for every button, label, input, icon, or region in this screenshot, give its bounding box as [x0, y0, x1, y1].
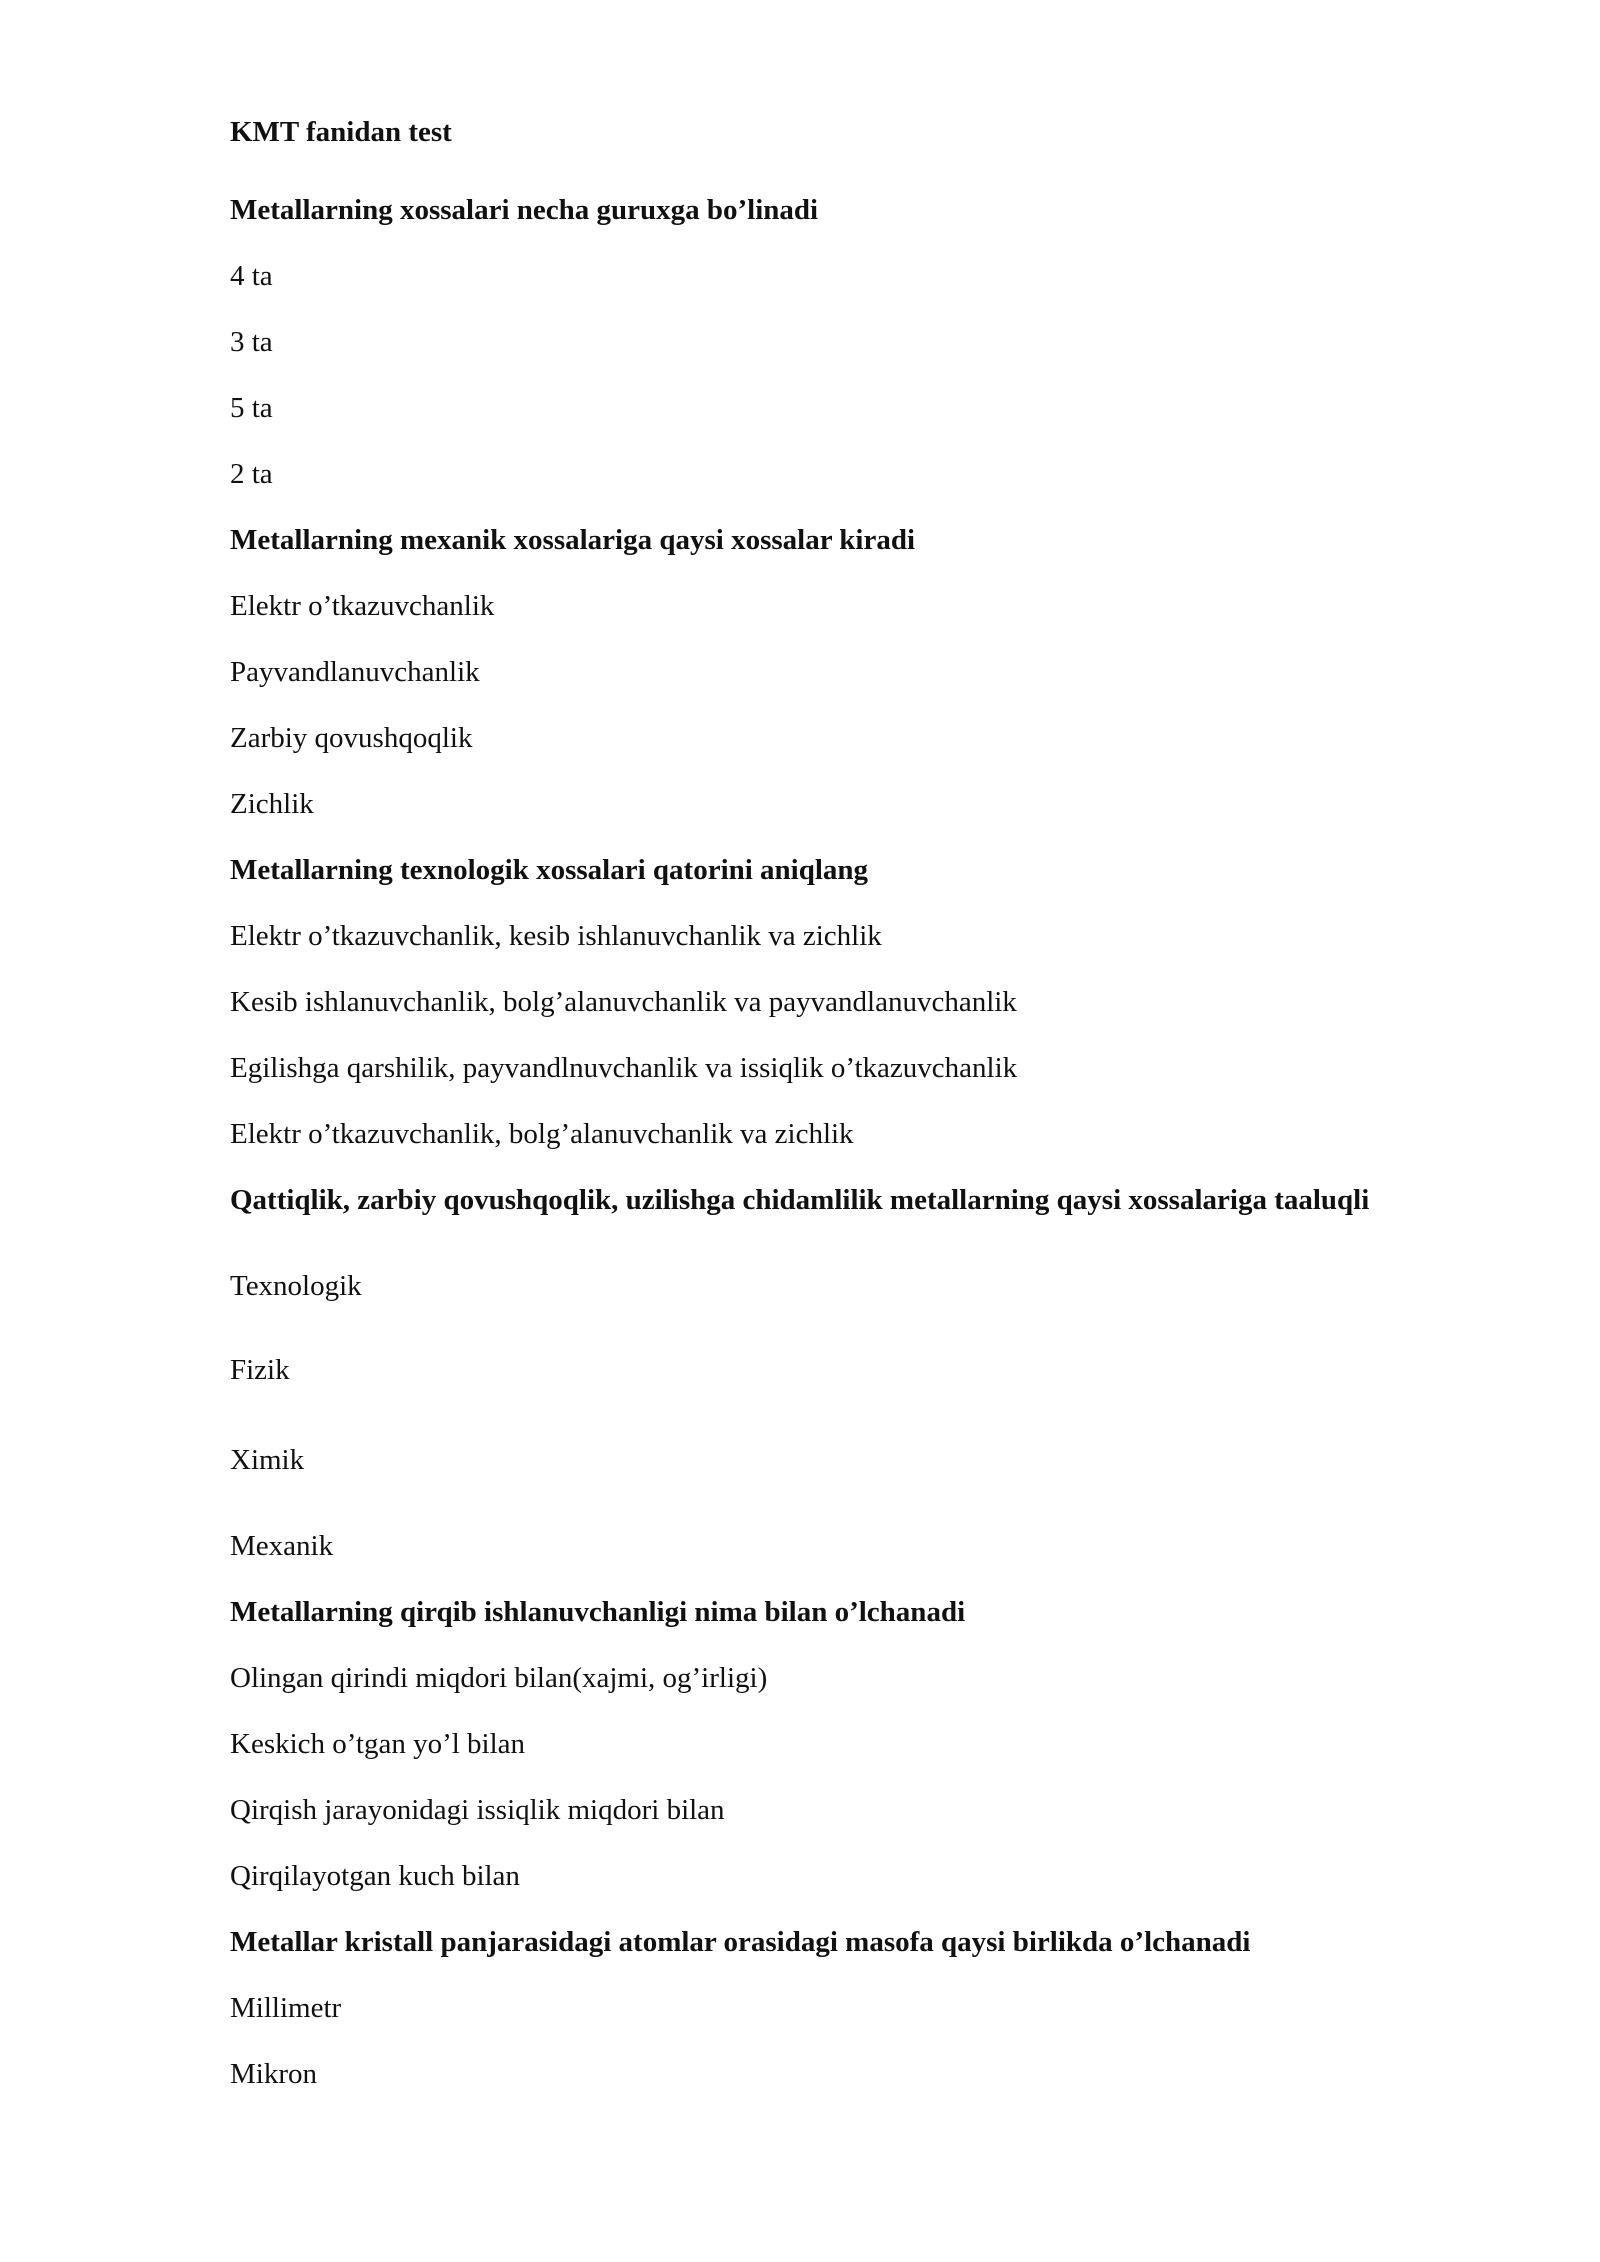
question-1-option-3: 5 ta — [230, 392, 273, 424]
question-3-option-3: Egilishga qarshilik, payvandlnuvchanlik va issiqlik o’tkazuvchanlik — [230, 1052, 1018, 1084]
question-4-option-1: Texnologik — [230, 1270, 362, 1302]
question-5-option-4: Qirqilayotgan kuch bilan — [230, 1860, 520, 1892]
question-3-option-1: Elektr o’tkazuvchanlik, kesib ishlanuvchanlik va zichlik — [230, 920, 882, 952]
question-3-option-4: Elektr o’tkazuvchanlik, bolg’alanuvchanlik va zichlik — [230, 1118, 854, 1150]
question-2-option-3: Zarbiy qovushqoqlik — [230, 722, 473, 754]
question-1-option-1: 4 ta — [230, 260, 273, 292]
question-5: Metallarning qirqib ishlanuvchanligi nima bilan o’lchanadi — [230, 1596, 966, 1628]
question-4-option-2: Fizik — [230, 1354, 290, 1386]
question-6-option-1: Millimetr — [230, 1992, 342, 2024]
question-6: Metallar kristall panjarasidagi atomlar orasidagi masofa qaysi birlikda o’lchanadi — [230, 1926, 1251, 1958]
question-6-option-2: Mikron — [230, 2058, 317, 2090]
question-3-option-2: Kesib ishlanuvchanlik, bolg’alanuvchanlik va payvandlanuvchanlik — [230, 986, 1017, 1018]
question-5-option-3: Qirqish jarayonidagi issiqlik miqdori bilan — [230, 1794, 725, 1826]
question-5-option-1: Olingan qirindi miqdori bilan(xajmi, og’irligi) — [230, 1662, 768, 1694]
question-4: Qattiqlik, zarbiy qovushqoqlik, uzilishga chidamlilik metallarning qaysi xossalariga taaluqli — [230, 1184, 1370, 1216]
question-1: Metallarning xossalari necha guruxga bo’linadi — [230, 194, 819, 226]
question-5-option-2: Keskich o’tgan yo’l bilan — [230, 1728, 526, 1760]
question-2-option-4: Zichlik — [230, 788, 314, 820]
document-title: KMT fanidan test — [230, 116, 452, 148]
question-2-option-2: Payvandlanuvchanlik — [230, 656, 480, 688]
question-1-option-4: 2 ta — [230, 458, 273, 490]
document-page — [230, 0, 1470, 2262]
question-1-option-2: 3 ta — [230, 326, 273, 358]
question-2-option-1: Elektr o’tkazuvchanlik — [230, 590, 495, 622]
question-3: Metallarning texnologik xossalari qatorini aniqlang — [230, 854, 869, 886]
question-4-option-3: Ximik — [230, 1444, 305, 1476]
question-4-option-4: Mexanik — [230, 1530, 334, 1562]
question-2: Metallarning mexanik xossalariga qaysi xossalar kiradi — [230, 524, 916, 556]
